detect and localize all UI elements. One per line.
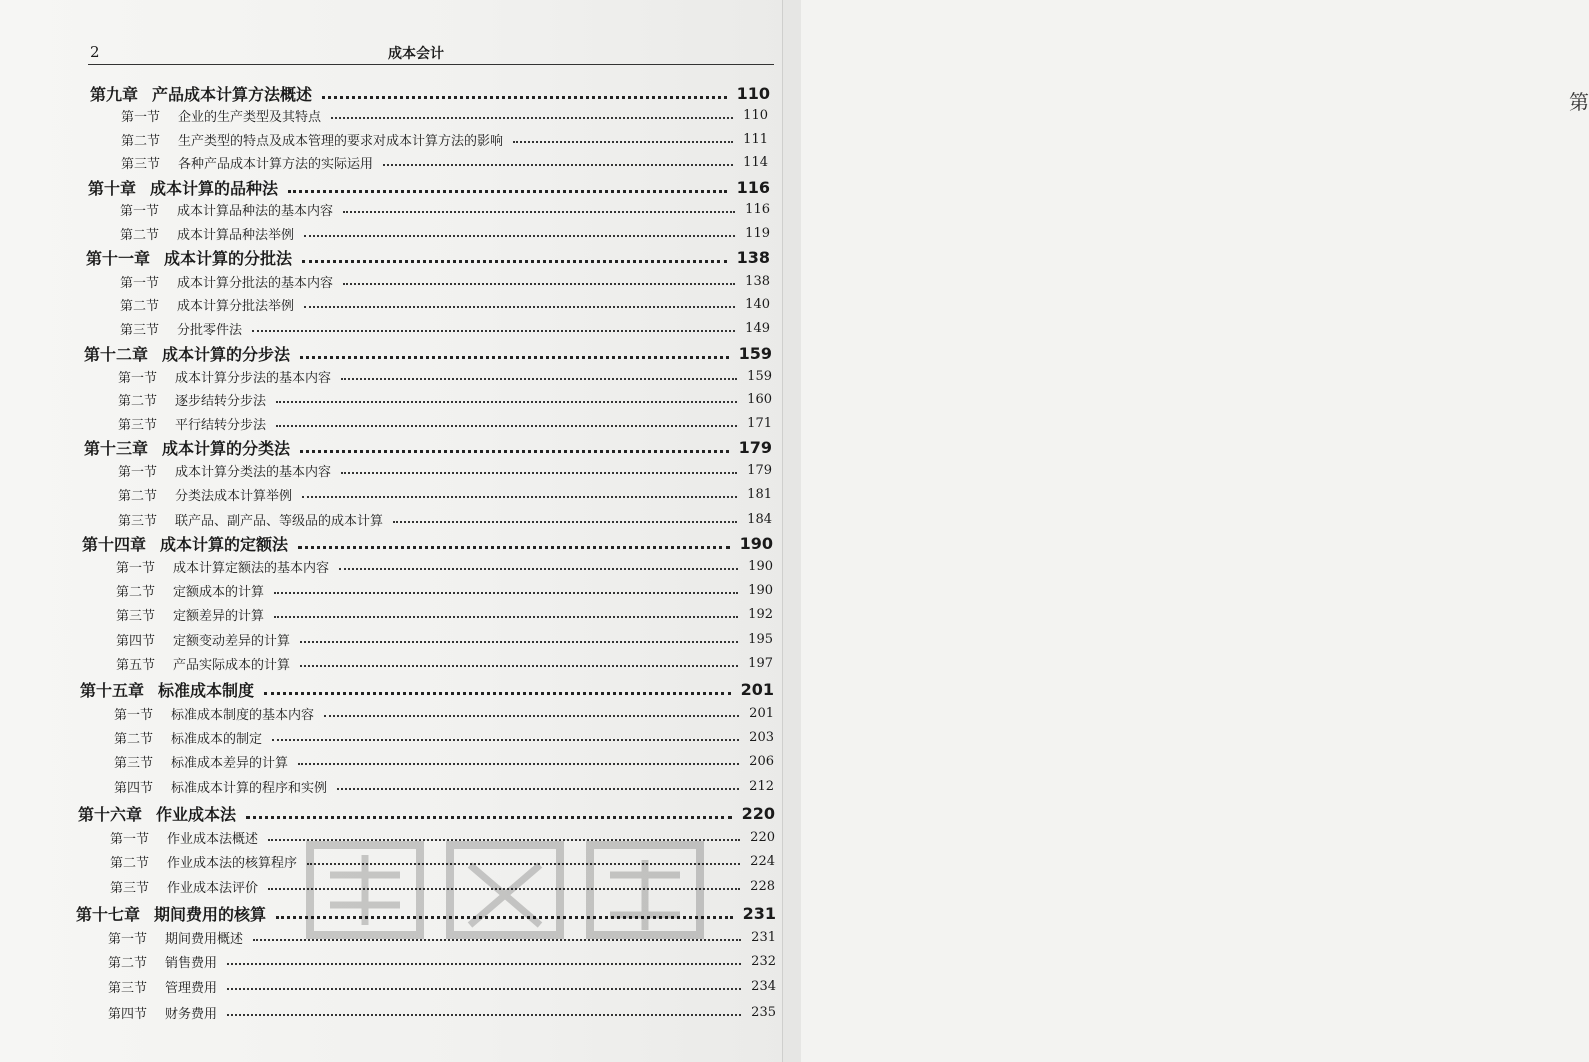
chapter-title: 标准成本制度 [158, 680, 255, 700]
toc-page-number: 111 [743, 131, 768, 147]
section-number: 第四节 [108, 1006, 148, 1022]
section-title: 作业成本法的核算程序 [167, 855, 298, 871]
dot-leader [383, 164, 733, 166]
toc-entry-label [121, 106, 321, 125]
toc-section-row [116, 579, 773, 601]
dot-leader [300, 641, 738, 643]
section-title: 联产品、副产品、等级品的成本计算 [175, 513, 384, 529]
chapter-title: 成本计算的品种法 [150, 178, 279, 198]
dot-leader [331, 117, 733, 119]
toc-section-row [120, 317, 770, 339]
toc-page-number: 149 [745, 320, 770, 336]
toc-entry-label [116, 630, 290, 649]
section-number: 第一节 [121, 109, 161, 125]
toc-section-row [121, 128, 768, 150]
toc-entry-label [118, 390, 266, 409]
dot-leader [274, 592, 738, 594]
dot-leader [227, 963, 741, 965]
toc-section-row [118, 388, 772, 410]
toc-entry-label [118, 414, 266, 433]
page-number: 2 [90, 43, 100, 61]
section-number: 第三节 [110, 880, 150, 896]
section-title: 销售费用 [165, 955, 218, 971]
section-number: 第三节 [120, 322, 160, 338]
dot-leader [337, 788, 739, 790]
toc-entry-label [78, 802, 236, 825]
section-title: 定额差异的计算 [173, 608, 265, 624]
section-title: 定额成本的计算 [173, 584, 265, 600]
dot-leader [276, 401, 737, 403]
section-title: 分批零件法 [177, 322, 243, 338]
toc-page-number: 159 [738, 343, 772, 363]
toc-page-number: 116 [736, 177, 770, 197]
toc-section-row [118, 508, 772, 530]
toc-page-number: 114 [743, 154, 768, 170]
toc-chapter-row [78, 800, 775, 826]
toc-entry-label [84, 436, 290, 459]
dot-leader [324, 715, 739, 717]
toc-entry-label [108, 1003, 217, 1022]
dot-leader [274, 616, 738, 618]
watermark-stamp [300, 835, 780, 945]
section-title: 标准成本制度的基本内容 [171, 707, 315, 723]
book-title: 成本会计 [388, 46, 444, 62]
toc-section-row [120, 293, 770, 315]
section-title: 各种产品成本计算方法的实际运用 [178, 156, 374, 172]
toc-page-number: 231 [751, 929, 776, 945]
dot-leader [343, 283, 735, 285]
toc-entry-label [120, 319, 242, 338]
dot-leader [513, 141, 733, 143]
chapter-title: 期间费用的核算 [154, 904, 267, 924]
toc-page-number: 212 [749, 778, 774, 794]
section-title: 成本计算分批法的基本内容 [177, 275, 334, 291]
toc-section-row [120, 270, 770, 292]
toc-section-row [116, 555, 773, 577]
section-title: 期间费用概述 [165, 931, 244, 947]
toc-entry-label [121, 130, 503, 149]
section-number: 第三节 [118, 417, 158, 433]
chapter-number: 第十章 [88, 178, 137, 198]
toc-section-row [116, 628, 773, 650]
toc-section-row [118, 483, 772, 505]
toc-section-row [121, 151, 768, 173]
toc-section-row [118, 459, 772, 481]
dot-leader [300, 665, 738, 667]
section-title: 标准成本差异的计算 [171, 755, 289, 771]
toc-entry-label [120, 295, 294, 314]
toc-page-number: 197 [748, 655, 773, 671]
toc-page-number: 220 [741, 803, 775, 823]
dot-leader [343, 211, 735, 213]
section-number: 第一节 [116, 560, 156, 576]
toc-section-row [118, 412, 772, 434]
chapter-number: 第九章 [90, 84, 139, 104]
toc-entry-label [118, 461, 331, 480]
dot-leader [272, 739, 739, 741]
toc-page-number: 159 [747, 368, 772, 384]
toc-chapter-row [84, 434, 772, 460]
section-number: 第一节 [110, 831, 150, 847]
section-title: 作业成本法概述 [167, 831, 259, 847]
section-number: 第一节 [114, 707, 154, 723]
toc-section-row [114, 775, 774, 797]
section-title: 定额变动差异的计算 [173, 633, 291, 649]
toc-chapter-row [86, 244, 770, 270]
toc-entry-label [88, 176, 278, 199]
toc-page-number: 181 [747, 486, 772, 502]
section-title: 平行结转分步法 [175, 417, 267, 433]
toc-page-number: 195 [748, 631, 773, 647]
toc-page-number: 201 [749, 705, 774, 721]
dot-leader [276, 425, 737, 427]
toc-entry-label [116, 581, 264, 600]
dot-leader [246, 816, 732, 819]
toc-section-row [120, 198, 770, 220]
toc-section-row [118, 365, 772, 387]
dot-leader [302, 496, 737, 498]
section-number: 第一节 [118, 464, 158, 480]
section-title: 成本计算分步法的基本内容 [175, 370, 332, 386]
toc-entry-label [86, 246, 292, 269]
toc-page-number: 232 [751, 953, 776, 969]
dot-leader [393, 521, 737, 523]
toc-page-number: 224 [750, 853, 775, 869]
section-number: 第二节 [121, 133, 161, 149]
section-title: 管理费用 [165, 980, 218, 996]
section-number: 第三节 [108, 980, 148, 996]
toc-chapter-row [80, 676, 774, 702]
toc-page-number: 171 [747, 415, 772, 431]
toc-entry-label [118, 510, 383, 529]
dot-leader [304, 306, 735, 308]
facing-page-char: 第 [1569, 90, 1589, 114]
toc-page-number: 201 [740, 679, 774, 699]
dot-leader [322, 96, 727, 99]
section-title: 标准成本的制定 [171, 731, 263, 747]
toc-page-number: 206 [749, 753, 774, 769]
toc-entry-label [120, 200, 333, 219]
chapter-number: 第十七章 [76, 904, 141, 924]
section-title: 成本计算品种法的基本内容 [177, 203, 334, 219]
toc-page-number: 203 [749, 729, 774, 745]
toc-page-number: 179 [738, 437, 772, 457]
section-number: 第二节 [116, 584, 156, 600]
toc-entry-label [116, 557, 329, 576]
toc-entry-label [120, 224, 294, 243]
dot-leader [300, 356, 729, 359]
dot-leader [252, 330, 735, 332]
section-number: 第二节 [114, 731, 154, 747]
toc-entry-label [110, 828, 258, 847]
dot-leader [304, 235, 735, 237]
toc-section-row [114, 702, 774, 724]
section-number: 第四节 [114, 780, 154, 796]
dot-leader [227, 1014, 741, 1016]
toc-page-number: 116 [745, 201, 770, 217]
toc-section-row [121, 104, 768, 126]
toc-page-number: 138 [736, 247, 770, 267]
section-number: 第一节 [108, 931, 148, 947]
section-title: 财务费用 [165, 1006, 218, 1022]
toc-chapter-row [82, 530, 773, 556]
toc-entry-label [114, 728, 262, 747]
toc-entry-label [108, 952, 217, 971]
toc-entry-label [114, 777, 327, 796]
section-title: 成本计算分类法的基本内容 [175, 464, 332, 480]
chapter-number: 第十四章 [82, 534, 147, 554]
section-number: 第三节 [114, 755, 154, 771]
chapter-title: 成本计算的定额法 [160, 534, 289, 554]
section-number: 第一节 [118, 370, 158, 386]
toc-page-number: 235 [751, 1004, 776, 1020]
toc-entry-label [118, 367, 331, 386]
toc-entry-label [114, 704, 314, 723]
toc-page-number: 119 [745, 225, 770, 241]
dot-leader [298, 763, 739, 765]
section-title: 成本计算定额法的基本内容 [173, 560, 330, 576]
toc-page-number: 110 [736, 83, 770, 103]
section-title: 作业成本法评价 [167, 880, 259, 896]
dot-leader [300, 450, 729, 453]
dot-leader [288, 190, 727, 193]
chapter-title: 成本计算的分批法 [164, 248, 293, 268]
section-number: 第一节 [120, 275, 160, 291]
toc-entry-label [76, 902, 266, 925]
section-number: 第三节 [118, 513, 158, 529]
toc-entry-label [82, 532, 288, 555]
chapter-number: 第十三章 [84, 438, 149, 458]
toc-entry-label [110, 877, 258, 896]
chapter-title: 成本计算的分步法 [162, 344, 291, 364]
chapter-number: 第十一章 [86, 248, 151, 268]
toc-entry-label [118, 485, 292, 504]
chapter-number: 第十五章 [80, 680, 145, 700]
toc-page-number: 190 [739, 533, 773, 553]
toc-section-row [114, 726, 774, 748]
toc-page-number: 160 [747, 391, 772, 407]
toc-page-number: 190 [748, 558, 773, 574]
dot-leader [302, 260, 727, 263]
toc-entry-label [110, 852, 297, 871]
toc-section-row [108, 975, 776, 997]
section-number: 第二节 [120, 227, 160, 243]
toc-entry-label [108, 928, 243, 947]
section-title: 生产类型的特点及成本管理的要求对成本计算方法的影响 [178, 133, 504, 149]
section-title: 分类法成本计算举例 [175, 488, 293, 504]
section-number: 第三节 [116, 608, 156, 624]
toc-page-number: 192 [748, 606, 773, 622]
dot-leader [341, 472, 737, 474]
section-title: 标准成本计算的程序和实例 [171, 780, 328, 796]
toc-entry-label [114, 752, 288, 771]
toc-page-number: 179 [747, 462, 772, 478]
section-title: 逐步结转分步法 [175, 393, 267, 409]
chapter-title: 作业成本法 [156, 804, 237, 824]
section-number: 第二节 [108, 955, 148, 971]
section-number: 第二节 [120, 298, 160, 314]
section-number: 第四节 [116, 633, 156, 649]
toc-page-number: 184 [747, 511, 772, 527]
toc-page-number: 220 [750, 829, 775, 845]
toc-page-number: 234 [751, 978, 776, 994]
toc-section-row [108, 950, 776, 972]
toc-entry-label [121, 153, 373, 172]
toc-page-number: 110 [743, 107, 768, 123]
dot-leader [298, 546, 730, 549]
dot-leader [264, 692, 731, 695]
chapter-title: 成本计算的分类法 [162, 438, 291, 458]
chapter-number: 第十六章 [78, 804, 143, 824]
toc-section-row [116, 652, 773, 674]
section-title: 企业的生产类型及其特点 [178, 109, 322, 125]
toc-entry-label [116, 654, 290, 673]
section-number: 第三节 [121, 156, 161, 172]
toc-chapter-row [84, 340, 772, 366]
chapter-number: 第十二章 [84, 344, 149, 364]
toc-page-number: 228 [750, 878, 775, 894]
section-number: 第一节 [120, 203, 160, 219]
toc-entry-label [90, 82, 312, 105]
toc-section-row [108, 1001, 776, 1023]
dot-leader [341, 378, 737, 380]
chapter-title: 产品成本计算方法概述 [152, 84, 313, 104]
toc-section-row [120, 222, 770, 244]
toc-chapter-row [90, 80, 770, 106]
section-title: 成本计算分批法举例 [177, 298, 295, 314]
toc-page-number: 231 [742, 903, 776, 923]
toc-entry-label [80, 678, 254, 701]
toc-page-number: 138 [745, 273, 770, 289]
section-title: 产品实际成本的计算 [173, 657, 291, 673]
section-title: 成本计算品种法举例 [177, 227, 295, 243]
toc-entry-label [116, 605, 264, 624]
toc-entry-label [120, 272, 333, 291]
section-number: 第二节 [110, 855, 150, 871]
toc-page-number: 190 [748, 582, 773, 598]
toc-section-row [116, 603, 773, 625]
toc-entry-label [84, 342, 290, 365]
section-number: 第二节 [118, 393, 158, 409]
toc-page-number: 140 [745, 296, 770, 312]
toc-chapter-row [88, 174, 770, 200]
dot-leader [227, 988, 741, 990]
toc-entry-label [108, 977, 217, 996]
toc-section-row [114, 750, 774, 772]
dot-leader [339, 568, 738, 570]
section-number: 第五节 [116, 657, 156, 673]
section-number: 第二节 [118, 488, 158, 504]
